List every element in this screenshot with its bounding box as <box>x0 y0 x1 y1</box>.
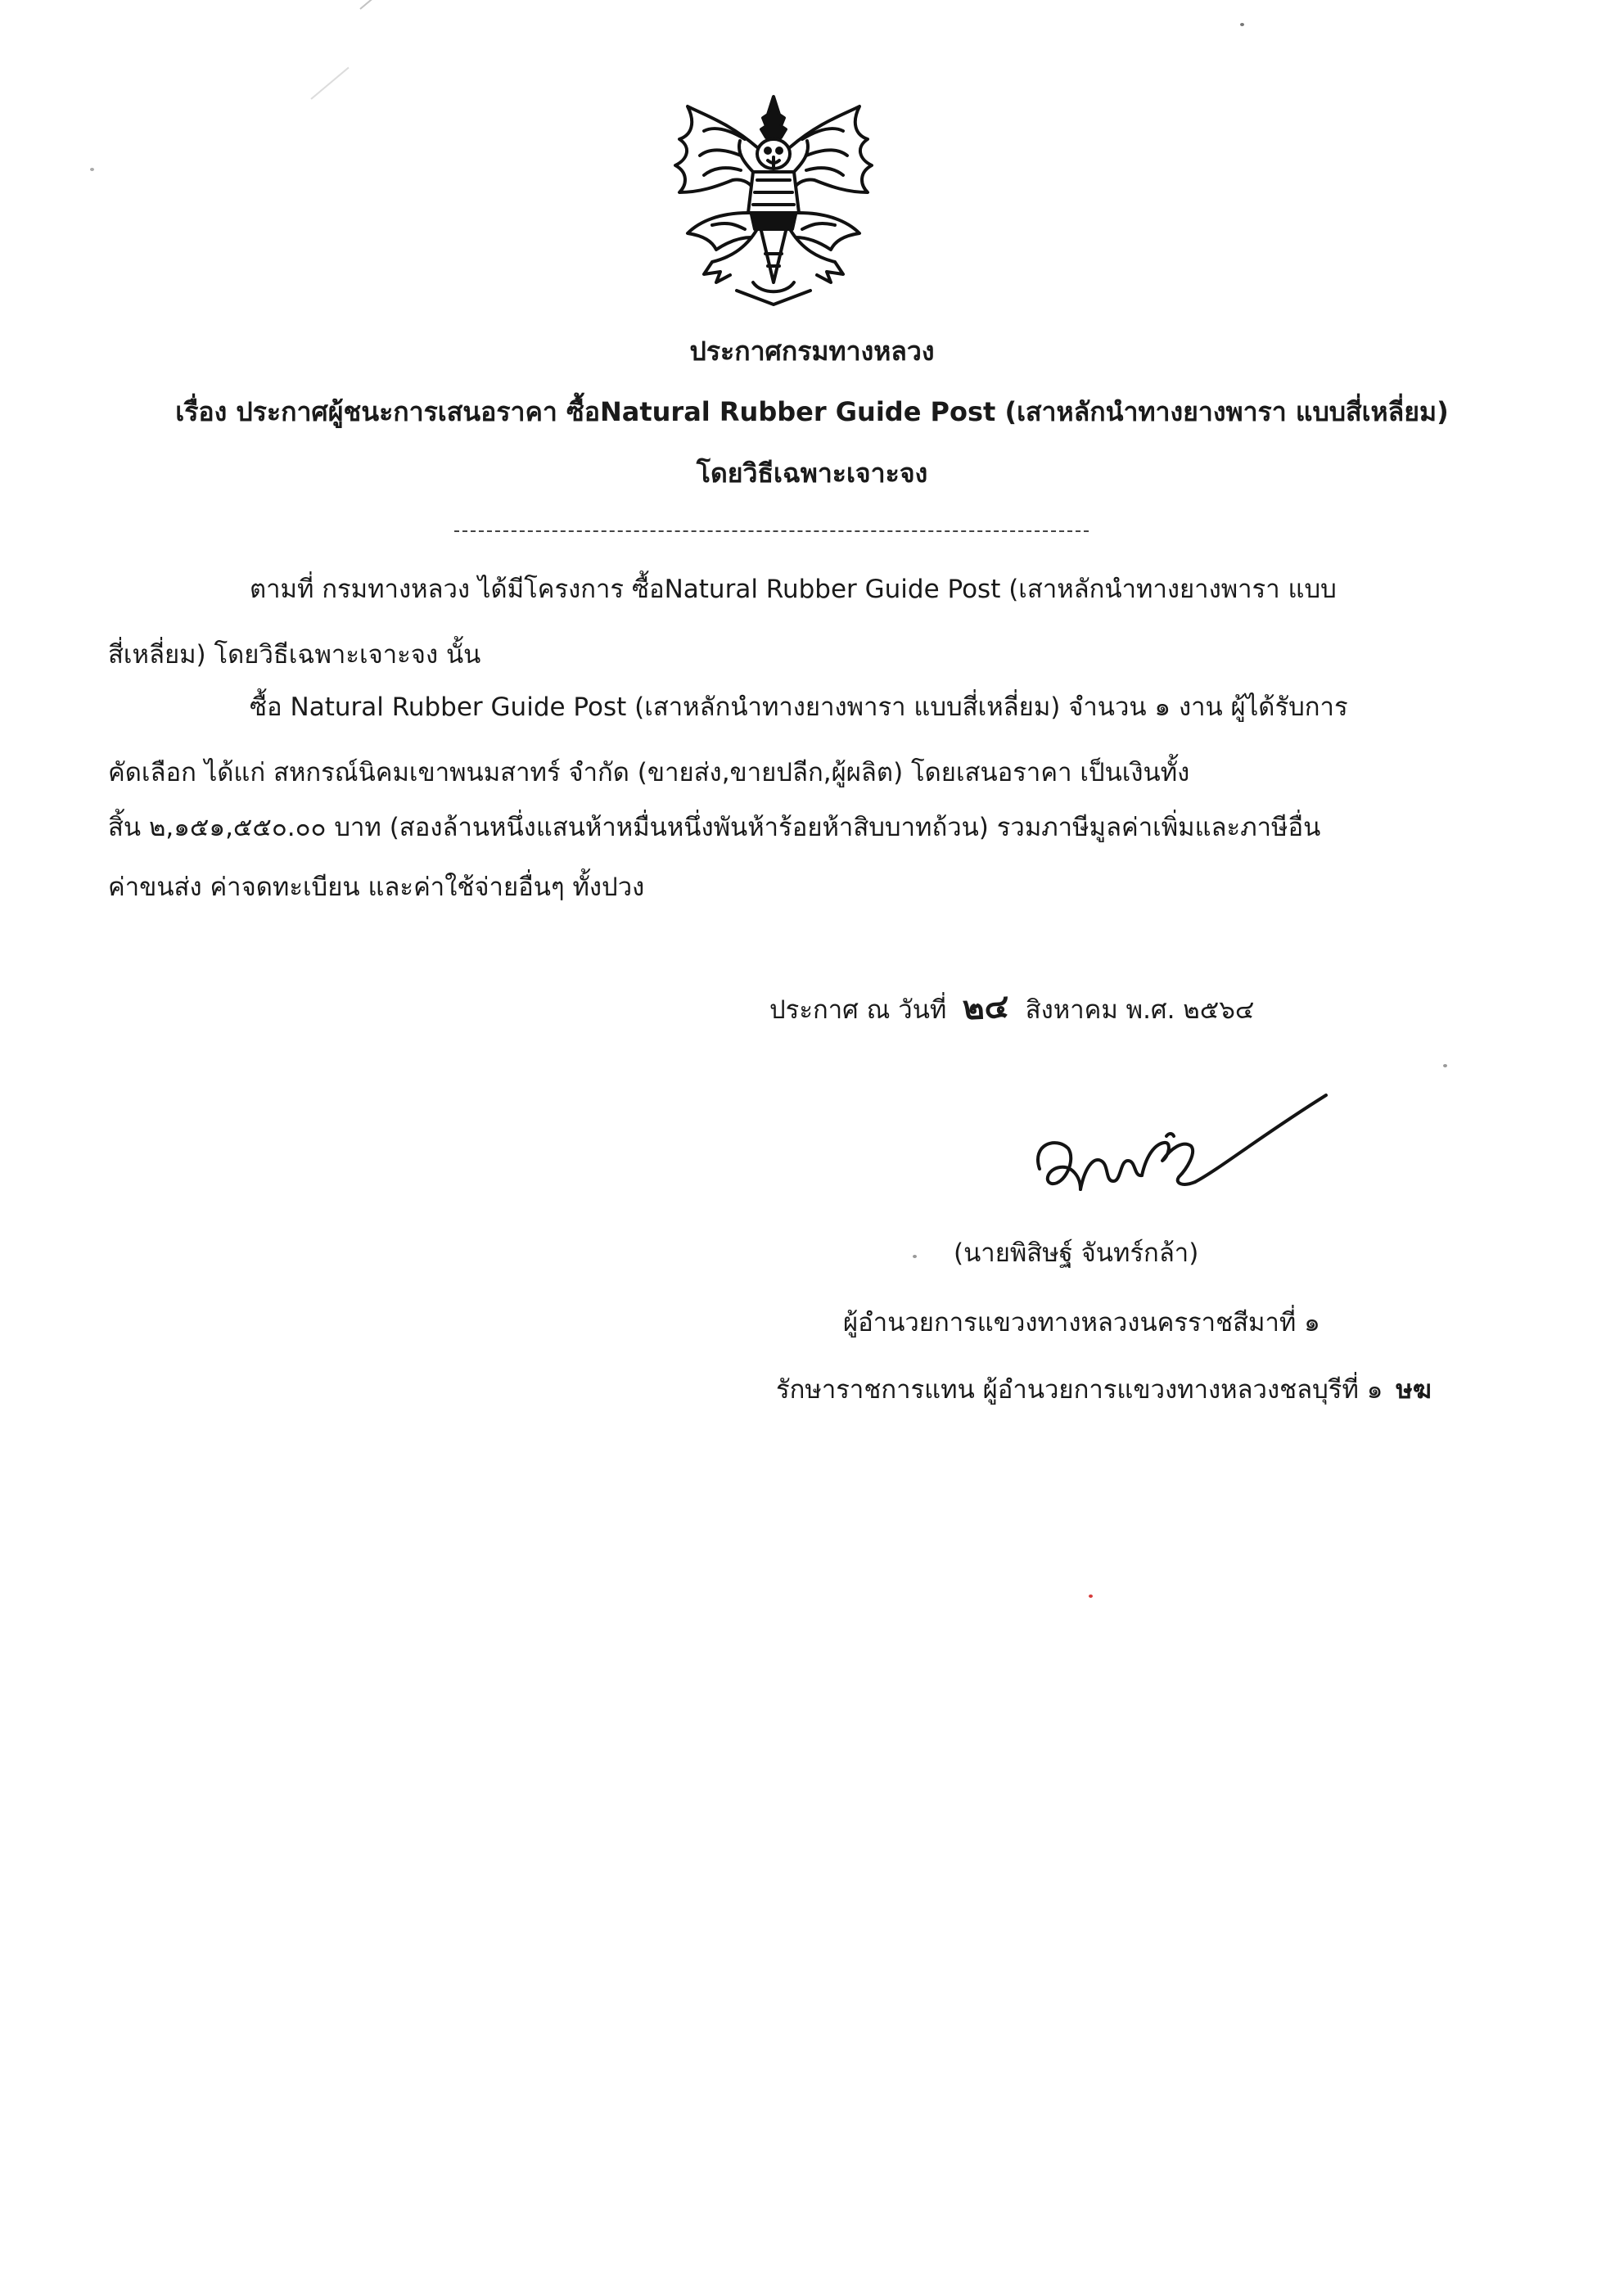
announcement-date <box>769 981 1254 1033</box>
document-title: ประกาศกรมทางหลวง <box>689 336 935 367</box>
procurement-method: โดยวิธีเฉพาะเจาะจง <box>696 458 928 489</box>
body-paragraph-2-line-3: สิ้น ๒,๑๕๑,๕๕๐.๐๐ บาท (สองล้านหนึ่งแสนห้าหมื่นหนึ่งพันห้าร้อยห้าสิบบาทถ้วน) รวมภาษีมูลค่าเพิ่มและภาษีอื่น <box>108 813 1321 842</box>
document-subject: เรื่อง ประกาศผู้ชนะการเสนอราคา ซื้อNatural Rubber Guide Post (เสาหลักนำทางยางพารา แบบสี่เหลี่ยม) <box>175 396 1449 427</box>
scan-dust-speck <box>1240 23 1244 26</box>
scan-dust-speck <box>1443 1064 1447 1067</box>
signatory-acting-position <box>776 1369 1432 1410</box>
dashed-divider <box>454 530 1089 532</box>
announcement-date-prefix: ประกาศ ณ วันที่ <box>769 995 947 1025</box>
scan-dust-speck <box>913 1255 917 1258</box>
garuda-emblem-icon <box>655 90 892 315</box>
red-ink-speck <box>1089 1595 1093 1598</box>
handwritten-signature-icon <box>1023 1079 1334 1226</box>
signatory-position: ผู้อำนวยการแขวงทางหลวงนครราชสีมาที่ ๑ <box>843 1308 1320 1337</box>
scan-artifact-line <box>310 67 349 100</box>
signatory-name: (นายพิสิษฐ์ จันทร์กล้า) <box>954 1238 1199 1268</box>
announcement-date-suffix: สิงหาคม พ.ศ. ๒๕๖๔ <box>1025 995 1255 1025</box>
body-paragraph-2-line-2: คัดเลือก ได้แก่ สหกรณ์นิคมเขาพนมสาทร์ จำกัด (ขายส่ง,ขายปลีก,ผู้ผลิต) โดยเสนอราคา เป็นเงินทั้ง <box>108 758 1190 787</box>
body-paragraph-2-line-4: ค่าขนส่ง ค่าจดทะเบียน และค่าใช้จ่ายอื่นๆ ทั้งปวง <box>108 873 645 902</box>
handwritten-initial: ษฆ <box>1396 1375 1432 1405</box>
signatory-acting-position-text: รักษาราชการแทน ผู้อำนวยการแขวงทางหลวงชลบุรีที่ ๑ <box>776 1375 1383 1405</box>
handwritten-day: ๒๔ <box>962 986 1011 1028</box>
body-paragraph-1-line-1: ตามที่ กรมทางหลวง ได้มีโครงการ ซื้อNatural Rubber Guide Post (เสาหลักนำทางยางพารา แบบ <box>250 575 1337 604</box>
body-paragraph-2-line-1: ซื้อ Natural Rubber Guide Post (เสาหลักนำทางยางพารา แบบสี่เหลี่ยม) จำนวน ๑ งาน ผู้ได้รับการ <box>250 692 1348 722</box>
scan-artifact-line <box>359 0 435 10</box>
body-paragraph-1-line-2: สี่เหลี่ยม) โดยวิธีเฉพาะเจาะจง นั้น <box>108 640 481 670</box>
scan-dust-speck <box>90 168 94 171</box>
